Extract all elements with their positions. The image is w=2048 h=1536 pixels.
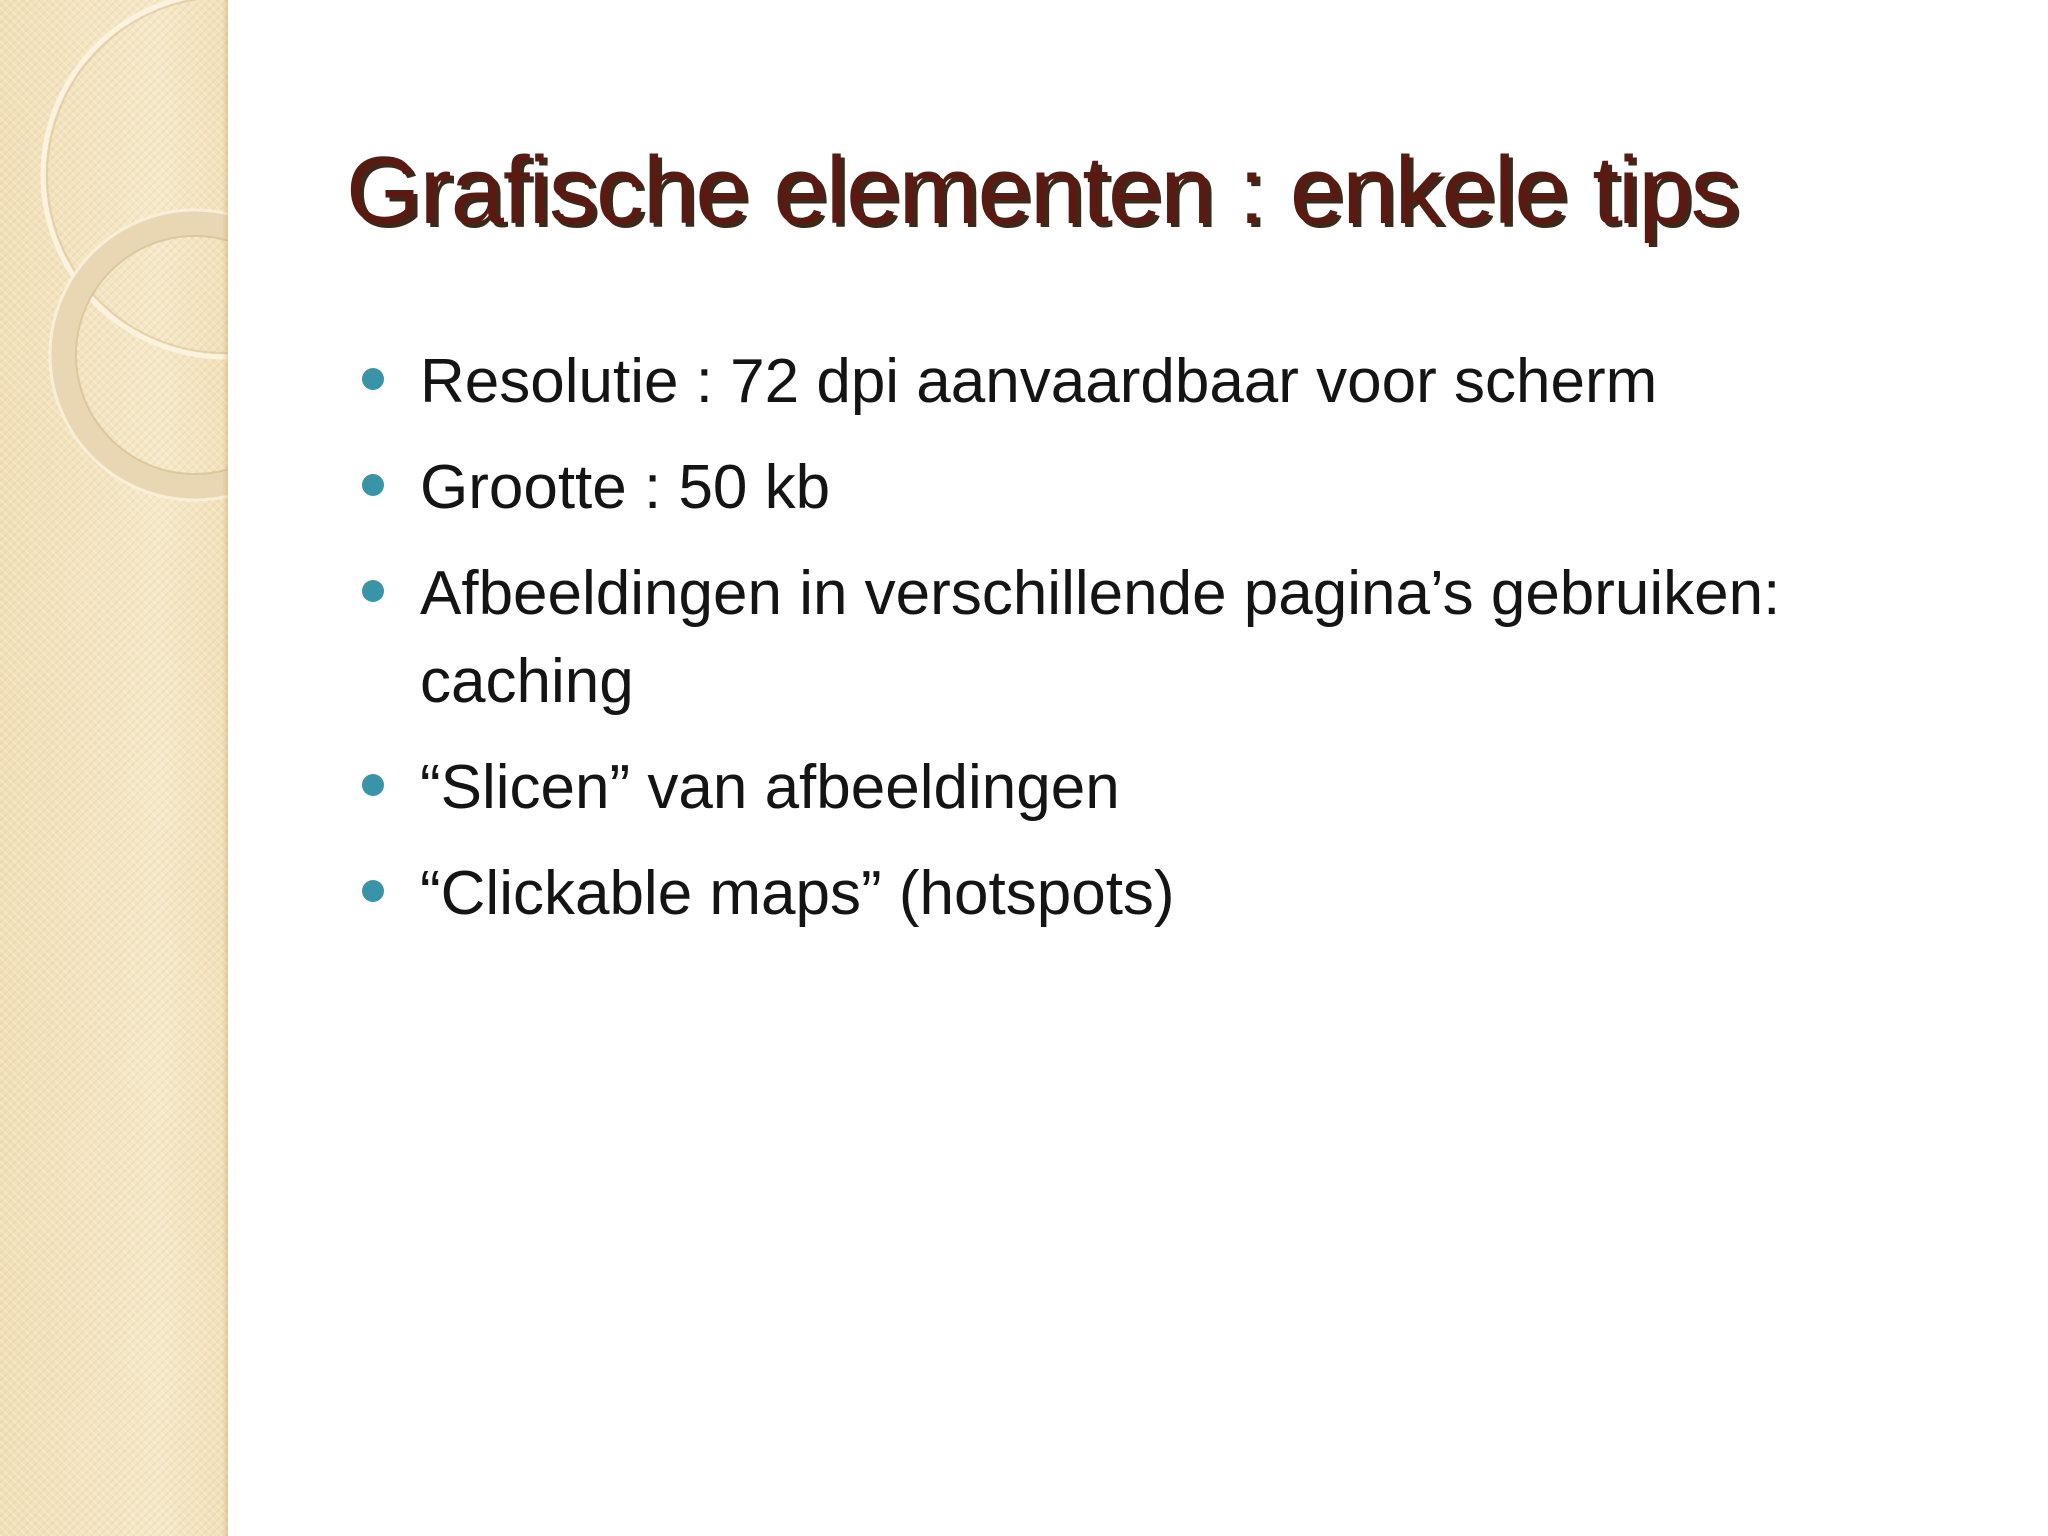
list-item [360,338,1920,426]
list-item [360,850,1920,938]
decorative-circles [0,0,228,520]
bullet-list [360,338,1920,956]
bullet-dot-icon [362,474,384,496]
bullet-dot-icon [362,580,384,602]
bullet-text: “Clickable maps” (hotspots) [420,859,1175,928]
slide-title: Grafische elementen : enkele tips [346,137,1738,244]
bullet-text: Grootte : 50 kb [420,453,831,522]
bullet-dot-icon [362,774,384,796]
list-item [360,550,1920,726]
list-item [360,444,1920,532]
list-item [360,744,1920,832]
side-panel-edge [222,0,228,1536]
decorative-side-panel [0,0,228,1536]
bullet-text: Afbeeldingen in verschillende pagina’s gebruiken: caching [420,559,1781,716]
bullet-text: Resolutie : 72 dpi aanvaardbaar voor scherm [420,347,1658,416]
bullet-text: “Slicen” van afbeeldingen [420,753,1120,822]
bullet-dot-icon [362,368,384,390]
bullet-dot-icon [362,880,384,902]
